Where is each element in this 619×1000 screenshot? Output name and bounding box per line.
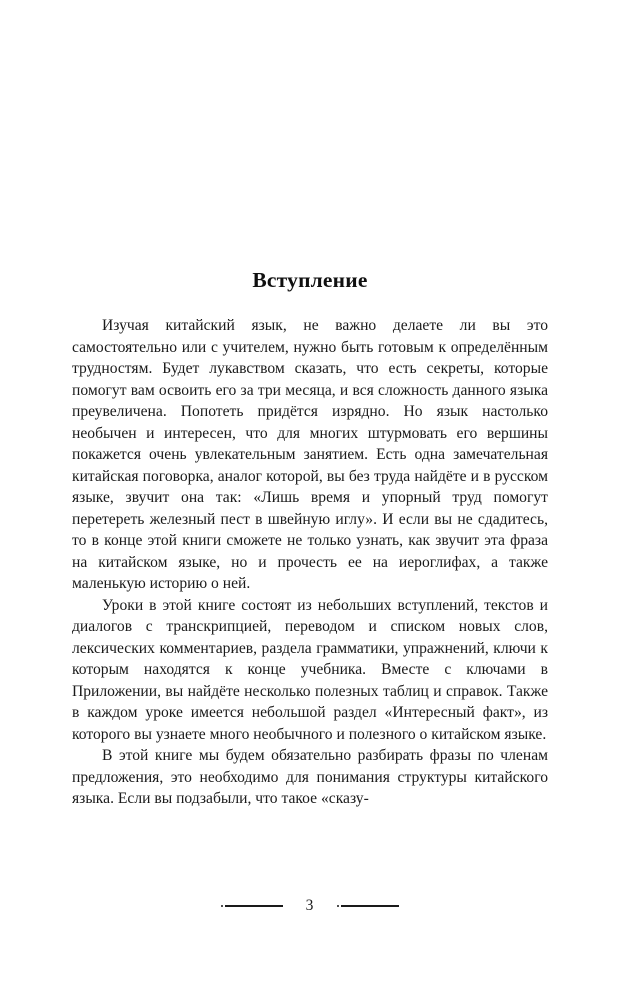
- chapter-title: Вступление: [252, 268, 368, 292]
- ornament-left-icon: [221, 905, 283, 908]
- paragraph: В этой книге мы будем обязательно разбирать фразы по членам предложения, это необходимо для понимания структуры китайского языка. Если вы подзабыли, что такое «сказу-: [72, 747, 548, 807]
- page-number: 3: [305, 897, 314, 915]
- ornament-right-icon: [337, 905, 399, 908]
- paragraph: Уроки в этой книге состоят из небольших вступлений, текстов и диалогов с транскрипцией, переводом и списком новых слов, лексических комментариев, раздела грамматики, упражнений, ключи к которым находятся к конце учебника. Вместе с ключами в Приложении, вы найдёте несколько полезных таблиц и справок. Также в каждом уроке имеется небольшой раздел «Интересный факт», из которого вы узнаете много необычного и полезного о китайском языке.: [72, 596, 548, 743]
- page-content: [72, 268, 548, 810]
- page-footer: [0, 894, 619, 918]
- body-text-block: [72, 315, 548, 810]
- paragraph: Изучая китайский язык, не важно делаете ли вы это самостоятельно или с учителем, нужно быть готовым к определённым трудностям. Будет лукавством сказать, что есть секреты, которые помогут вам освоить его за три месяца, и вся сложность данного языка преувеличена. Попотеть придётся изрядно. Но язык настолько необычен и интересен, что для многих штурмовать его вершины покажется очень увлекательным занятием. Есть одна замечательная китайская поговорка, аналог которой, вы без труда найдёте и в русском языке, звучит она так: «Лишь время и упорный труд помогут перетереть железный пест в швейную иглу». И если вы не сдадитесь, то в конце этой книги сможете не только узнать, как звучит эта фраза на китайском языке, но и прочесть ее на иероглифах, а также маленькую историю о ней.: [72, 317, 548, 592]
